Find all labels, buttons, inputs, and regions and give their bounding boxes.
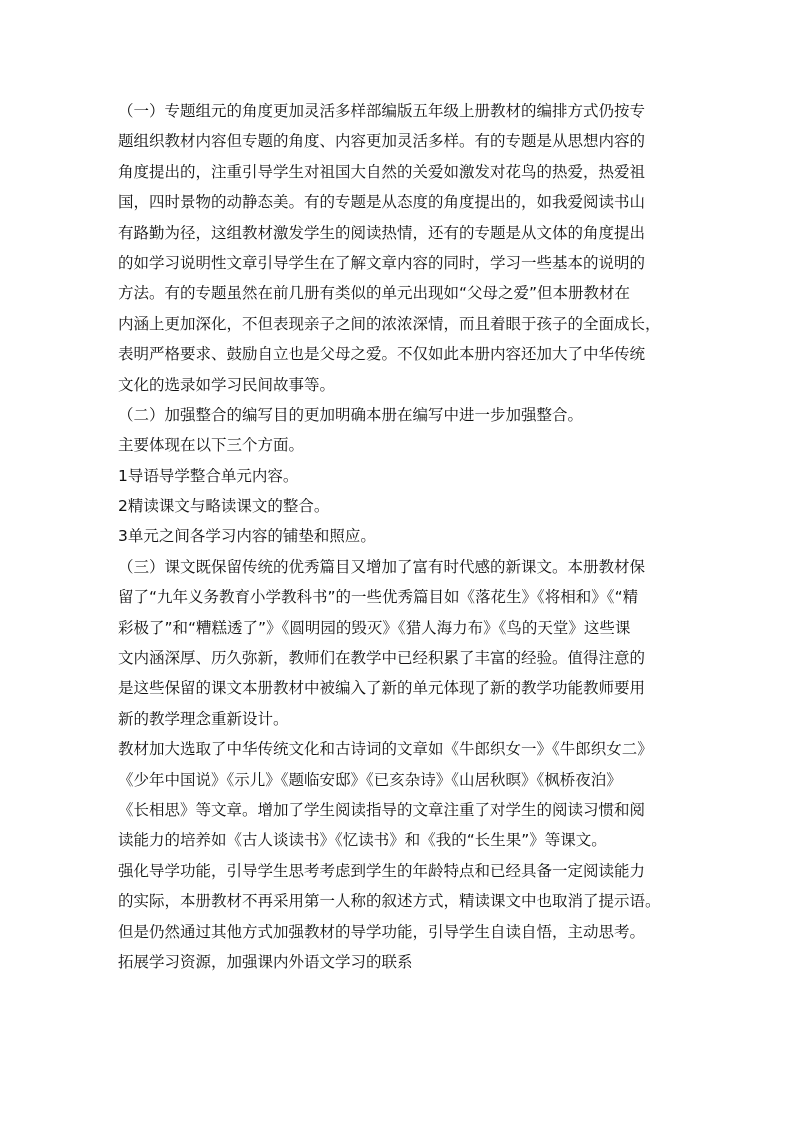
paragraph-5-line: 读能力的培养如《古人谈读书》《忆读书》和《我的“长生果”》等课文。 — [118, 831, 607, 850]
document-body — [118, 96, 698, 977]
list-item: 2精读课文与略读课文的整合。 — [118, 497, 330, 516]
paragraph-1-line: 内涵上更加深化，不但表现亲子之间的浓浓深情，而且着眼于孩子的全面成长， — [118, 314, 661, 333]
paragraph-1-line: 文化的选录如学习民间故事等。 — [118, 375, 336, 394]
paragraph-4-line: （三）课文既保留传统的优秀篇目又增加了富有时代感的新课文。本册教材保 — [118, 557, 646, 576]
list-item: 1导语导学整合单元内容。 — [118, 466, 299, 485]
paragraph-4-line: 是这些保留的课文本册教材中被编入了新的单元体现了新的教学功能教师要用 — [118, 679, 646, 698]
paragraph-6-line: 的实际，本册教材不再采用第一人称的叙述方式，精读课文中也取消了提示语。 — [118, 892, 661, 911]
paragraph-3-line: 主要体现在以下三个方面。 — [118, 436, 305, 455]
paragraph-1-line: 表明严格要求、鼓励自立也是父母之爱。不仅如此本册内容还加大了中华传统 — [118, 345, 646, 364]
paragraph-2-line: （二）加强整合的编写目的更加明确本册在编写中进一步加强整合。 — [118, 405, 584, 424]
paragraph-1-line: 角度提出的，注重引导学生对祖国大自然的关爱如激发对花鸟的热爱，热爱祖 — [118, 162, 646, 181]
paragraph-1-line: 有路勤为径，这组教材激发学生的阅读热情，还有的专题是从文体的角度提出 — [118, 223, 646, 242]
paragraph-1-line: 题组织教材内容但专题的角度、内容更加灵活多样。有的专题是从思想内容的 — [118, 132, 646, 151]
paragraph-1-line: 的如学习说明性文章引导学生在了解文章内容的同时，学习一些基本的说明的 — [118, 253, 646, 272]
paragraph-4-line: 留了“九年义务教育小学教科书”的一些优秀篇目如《落花生》《将相和》《“精 — [118, 588, 639, 607]
paragraph-5-line: 《少年中国说》《示儿》《题临安邸》《已亥杂诗》《山居秋暝》《枫桥夜泊》 — [118, 770, 622, 789]
paragraph-1-line: （一）专题组元的角度更加灵活多样部编版五年级上册教材的编排方式仍按专 — [118, 102, 646, 120]
list-item: 3单元之间各学习内容的铺垫和照应。 — [118, 527, 376, 546]
paragraph-6-line: 强化导学功能，引导学生思考考虑到学生的年龄特点和已经具备一定阅读能力 — [118, 861, 646, 880]
paragraph-1-line: 方法。有的专题虽然在前几册有类似的单元出现如“父母之爱”但本册教材在 — [118, 284, 631, 303]
paragraph-4-line: 文内涵深厚、历久弥新，教师们在教学中已经积累了丰富的经验。值得注意的 — [118, 649, 646, 668]
paragraph-4-line: 新的教学理念重新设计。 — [118, 709, 289, 728]
paragraph-6-line: 但是仍然通过其他方式加强教材的导学功能，引导学生自读自悟，主动思考。 — [118, 922, 646, 941]
paragraph-5-line: 《长相思》等文章。增加了学生阅读指导的文章注重了对学生的阅读习惯和阅 — [118, 800, 646, 819]
paragraph-4-line: 彩极了”和“糟糕透了”》《圆明园的毁灭》《猎人海力布》《鸟的天堂》这些课 — [118, 618, 631, 637]
paragraph-1-line: 国，四时景物的动静态美。有的专题是从态度的角度提出的，如我爱阅读书山 — [118, 193, 646, 212]
paragraph-7-line: 拓展学习资源，加强课内外语文学习的联系 — [118, 952, 413, 971]
paragraph-5-line: 教材加大选取了中华传统文化和古诗词的文章如《牛郎织女一》《牛郎织女二》 — [118, 740, 653, 759]
